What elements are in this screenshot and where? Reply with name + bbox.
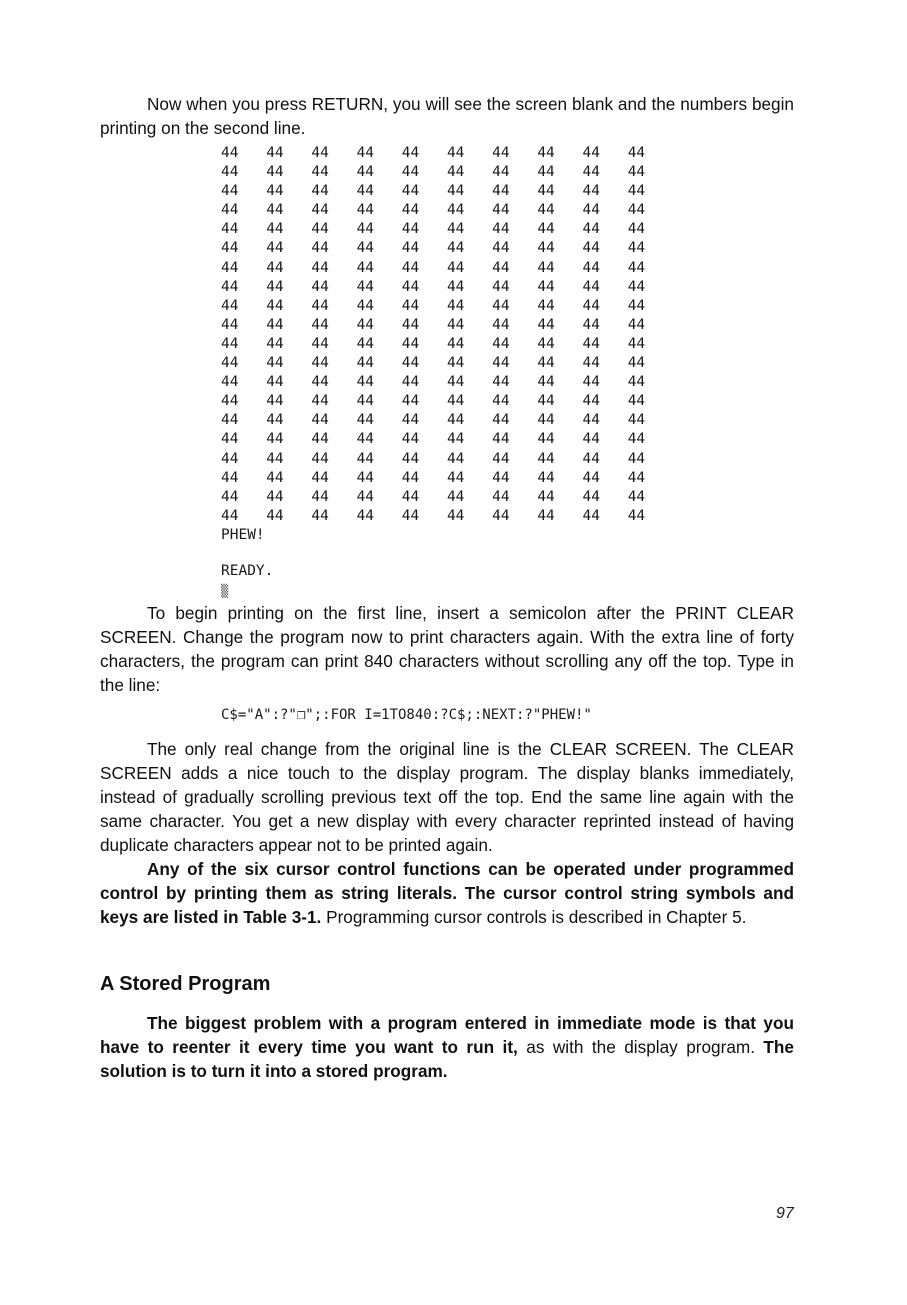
number-cell: 44: [492, 488, 510, 505]
number-row: [221, 373, 794, 392]
number-cell: 44: [221, 507, 239, 524]
number-cell: 44: [221, 278, 239, 295]
number-cell: 44: [537, 259, 555, 276]
number-cell: 44: [356, 355, 375, 372]
number-cell: 44: [582, 374, 600, 391]
number-cell: 44: [446, 450, 465, 467]
number-cell: 44: [356, 431, 375, 448]
book-page: [100, 92, 794, 1083]
number-row: [221, 507, 794, 526]
number-cell: 44: [266, 164, 284, 181]
number-cell: 44: [311, 202, 329, 219]
number-cell: 44: [582, 316, 600, 333]
number-cell: 44: [492, 145, 510, 161]
number-cell: 44: [356, 488, 375, 505]
number-row: [221, 220, 794, 239]
number-cell: 44: [537, 431, 555, 448]
number-cell: 44: [627, 412, 646, 429]
stored-program-bold-text-1: The biggest problem with a program entered in immediate mode is that you have to reenter it every time you want to run it,: [100, 1013, 794, 1058]
number-cell: 44: [446, 412, 465, 429]
number-cell: 44: [492, 393, 510, 410]
number-cell: 44: [446, 335, 465, 352]
number-cell: 44: [537, 221, 555, 238]
number-cell: 44: [401, 240, 420, 257]
number-cell: 44: [582, 450, 600, 467]
number-cell: 44: [537, 240, 555, 257]
number-cell: 44: [492, 259, 510, 276]
number-cell: 44: [446, 297, 465, 314]
number-cell: 44: [582, 278, 600, 295]
number-cell: 44: [627, 240, 646, 257]
number-cell: 44: [356, 278, 375, 295]
number-cell: 44: [401, 164, 420, 181]
number-row: [221, 201, 794, 220]
number-cell: 44: [537, 374, 555, 391]
clear-screen-paragraph: The only real change from the original line is the CLEAR SCREEN. The CLEAR SCREEN adds a nice touch to the display program. The display blanks immediately, instead of gradually scrolling previous text off the top. End the same line again with the same character. You get a new display with every character reprinted instead of having duplicate characters appear not to be printed again.: [100, 739, 794, 856]
number-cell: 44: [311, 450, 329, 467]
number-cell: 44: [446, 488, 465, 505]
number-cell: 44: [446, 393, 465, 410]
number-cell: 44: [446, 431, 465, 448]
number-cell: 44: [492, 316, 510, 333]
number-cell: 44: [221, 164, 239, 181]
number-cell: 44: [311, 240, 329, 257]
number-grid: [221, 144, 794, 526]
number-cell: 44: [221, 374, 239, 391]
number-cell: 44: [266, 202, 284, 219]
page-number: 97: [776, 1205, 794, 1222]
number-cell: 44: [582, 240, 600, 257]
number-cell: 44: [356, 469, 375, 486]
number-cell: 44: [356, 164, 375, 181]
number-cell: 44: [266, 221, 284, 238]
number-cell: 44: [356, 450, 375, 467]
number-row: [221, 163, 794, 182]
number-cell: 44: [582, 335, 600, 352]
number-cell: 44: [401, 221, 420, 238]
number-cell: 44: [582, 221, 600, 238]
number-cell: 44: [311, 316, 329, 333]
number-cell: 44: [492, 431, 510, 448]
end-message: PHEW!: [221, 526, 265, 543]
number-cell: 44: [627, 297, 646, 314]
number-cell: 44: [627, 393, 646, 410]
number-cell: 44: [266, 297, 284, 314]
number-cell: 44: [582, 488, 600, 505]
number-cell: 44: [266, 335, 284, 352]
number-row: [221, 354, 794, 373]
number-cell: 44: [401, 202, 420, 219]
number-cell: 44: [356, 259, 375, 276]
number-cell: 44: [401, 412, 420, 429]
number-cell: 44: [446, 240, 465, 257]
number-cell: 44: [221, 183, 239, 200]
number-cell: 44: [627, 316, 646, 333]
cursor-control-text: Programming cursor controls is described in Chapter 5.: [321, 907, 747, 928]
number-cell: 44: [537, 145, 555, 161]
number-cell: 44: [401, 259, 420, 276]
number-cell: 44: [221, 488, 239, 505]
number-cell: 44: [311, 297, 329, 314]
number-cell: 44: [266, 393, 284, 410]
number-cell: 44: [221, 450, 239, 467]
number-cell: 44: [401, 297, 420, 314]
number-cell: 44: [356, 316, 375, 333]
number-cell: 44: [221, 145, 239, 161]
number-cell: 44: [221, 412, 239, 429]
number-cell: 44: [582, 469, 600, 486]
number-cell: 44: [582, 431, 600, 448]
number-cell: 44: [356, 507, 375, 524]
number-cell: 44: [492, 202, 510, 219]
intro-paragraph: Now when you press RETURN, you will see the screen blank and the numbers begin printing on the second line.: [100, 94, 794, 138]
number-cell: 44: [221, 297, 239, 314]
stored-program-paragraph: [100, 1011, 794, 1083]
number-cell: 44: [446, 183, 465, 200]
number-row: [221, 297, 794, 316]
number-cell: 44: [627, 183, 646, 200]
number-cell: 44: [356, 393, 375, 410]
number-cell: 44: [401, 374, 420, 391]
number-cell: 44: [492, 183, 510, 200]
number-cell: 44: [266, 183, 284, 200]
number-cell: 44: [356, 297, 375, 314]
number-cell: 44: [401, 316, 420, 333]
number-cell: 44: [401, 278, 420, 295]
number-cell: 44: [311, 278, 329, 295]
number-cell: 44: [627, 450, 646, 467]
number-row: [221, 469, 794, 488]
number-cell: 44: [627, 259, 646, 276]
number-cell: 44: [537, 335, 555, 352]
number-cell: 44: [582, 355, 600, 372]
number-cell: 44: [627, 469, 646, 486]
cursor-block-icon: ▒: [221, 584, 229, 599]
number-cell: 44: [221, 202, 239, 219]
number-cell: 44: [446, 507, 465, 524]
number-cell: 44: [356, 145, 375, 161]
number-cell: 44: [221, 393, 239, 410]
number-cell: 44: [311, 259, 329, 276]
number-cell: 44: [266, 450, 284, 467]
number-cell: 44: [582, 297, 600, 314]
number-cell: 44: [537, 278, 555, 295]
number-cell: 44: [221, 221, 239, 238]
number-cell: 44: [492, 469, 510, 486]
number-cell: 44: [311, 145, 329, 161]
number-cell: 44: [401, 183, 420, 200]
number-cell: 44: [627, 488, 646, 505]
number-cell: 44: [401, 450, 420, 467]
number-cell: 44: [356, 183, 375, 200]
number-cell: 44: [446, 145, 465, 161]
number-cell: 44: [492, 278, 510, 295]
stored-program-bold-text-2: The solution is to turn it into a stored program.: [100, 1037, 794, 1082]
cursor-control-bold-text: Any of the six cursor control functions can be operated under programmed control by printing them as string literals. The cursor control string symbols and keys are listed in Table 3-1.: [100, 859, 794, 928]
number-cell: 44: [446, 259, 465, 276]
number-cell: 44: [401, 469, 420, 486]
number-cell: 44: [627, 145, 646, 161]
number-cell: 44: [537, 202, 555, 219]
number-cell: 44: [311, 183, 329, 200]
screen-output: [221, 144, 794, 601]
code-line: C$="A":?"❒";:FOR I=1TO840:?C$;:NEXT:?"PHEW!": [221, 707, 592, 724]
number-cell: 44: [582, 202, 600, 219]
number-row: [221, 430, 794, 449]
section-heading: A Stored Program: [100, 973, 271, 996]
number-cell: 44: [311, 469, 329, 486]
number-cell: 44: [446, 469, 465, 486]
number-cell: 44: [266, 488, 284, 505]
number-cell: 44: [492, 164, 510, 181]
number-row: [221, 144, 794, 163]
number-cell: 44: [627, 507, 646, 524]
number-cell: 44: [537, 297, 555, 314]
number-cell: 44: [266, 469, 284, 486]
stored-program-text: as with the display program.: [517, 1037, 764, 1058]
number-cell: 44: [446, 278, 465, 295]
number-cell: 44: [537, 316, 555, 333]
number-cell: 44: [446, 164, 465, 181]
number-cell: 44: [221, 240, 239, 257]
number-cell: 44: [356, 335, 375, 352]
number-row: [221, 411, 794, 430]
number-cell: 44: [582, 507, 600, 524]
number-cell: 44: [266, 259, 284, 276]
number-cell: 44: [311, 488, 329, 505]
number-cell: 44: [266, 145, 284, 161]
number-cell: 44: [401, 431, 420, 448]
number-cell: 44: [221, 469, 239, 486]
number-row: [221, 182, 794, 201]
number-cell: 44: [221, 259, 239, 276]
number-cell: 44: [311, 355, 329, 372]
number-cell: 44: [537, 488, 555, 505]
number-cell: 44: [537, 450, 555, 467]
number-cell: 44: [221, 335, 239, 352]
number-cell: 44: [627, 374, 646, 391]
number-cell: 44: [627, 355, 646, 372]
number-cell: 44: [582, 183, 600, 200]
number-cell: 44: [311, 412, 329, 429]
number-cell: 44: [356, 374, 375, 391]
number-cell: 44: [582, 164, 600, 181]
number-cell: 44: [492, 355, 510, 372]
number-row: [221, 450, 794, 469]
number-cell: 44: [311, 335, 329, 352]
number-cell: 44: [311, 374, 329, 391]
number-cell: 44: [221, 316, 239, 333]
number-cell: 44: [311, 393, 329, 410]
number-row: [221, 316, 794, 335]
number-cell: 44: [492, 297, 510, 314]
number-cell: 44: [537, 469, 555, 486]
number-cell: 44: [311, 221, 329, 238]
number-cell: 44: [537, 412, 555, 429]
number-row: [221, 278, 794, 297]
number-cell: 44: [492, 374, 510, 391]
number-cell: 44: [627, 164, 646, 181]
number-cell: 44: [446, 355, 465, 372]
number-cell: 44: [266, 374, 284, 391]
number-cell: 44: [266, 355, 284, 372]
number-cell: 44: [627, 278, 646, 295]
number-cell: 44: [266, 412, 284, 429]
number-cell: 44: [221, 431, 239, 448]
number-cell: 44: [537, 164, 555, 181]
number-cell: 44: [627, 335, 646, 352]
number-cell: 44: [401, 355, 420, 372]
number-cell: 44: [537, 393, 555, 410]
number-cell: 44: [266, 316, 284, 333]
number-cell: 44: [266, 507, 284, 524]
number-cell: 44: [627, 431, 646, 448]
number-cell: 44: [492, 335, 510, 352]
number-cell: 44: [221, 355, 239, 372]
number-cell: 44: [266, 431, 284, 448]
number-cell: 44: [446, 374, 465, 391]
number-cell: 44: [446, 316, 465, 333]
number-cell: 44: [492, 221, 510, 238]
number-cell: 44: [582, 412, 600, 429]
number-row: [221, 335, 794, 354]
number-cell: 44: [537, 507, 555, 524]
cursor-control-paragraph: [100, 857, 794, 929]
number-cell: 44: [582, 393, 600, 410]
number-cell: 44: [356, 412, 375, 429]
number-cell: 44: [492, 412, 510, 429]
number-row: [221, 259, 794, 278]
number-cell: 44: [356, 240, 375, 257]
number-cell: 44: [492, 450, 510, 467]
number-cell: 44: [537, 355, 555, 372]
number-cell: 44: [311, 164, 329, 181]
ready-prompt: READY.: [221, 562, 274, 579]
number-row: [221, 392, 794, 411]
number-cell: 44: [627, 221, 646, 238]
number-cell: 44: [582, 145, 600, 161]
number-cell: 44: [356, 202, 375, 219]
number-cell: 44: [266, 278, 284, 295]
number-row: [221, 488, 794, 507]
number-cell: 44: [401, 393, 420, 410]
number-row: [221, 239, 794, 258]
number-cell: 44: [311, 507, 329, 524]
number-cell: 44: [401, 145, 420, 161]
number-cell: 44: [446, 202, 465, 219]
number-cell: 44: [537, 183, 555, 200]
number-cell: 44: [311, 431, 329, 448]
number-cell: 44: [401, 488, 420, 505]
number-cell: 44: [492, 507, 510, 524]
number-cell: 44: [401, 507, 420, 524]
number-cell: 44: [401, 335, 420, 352]
semicolon-paragraph: To begin printing on the first line, insert a semicolon after the PRINT CLEAR SCREEN. Change the program now to print characters again. With the extra line of forty characters, the program can print 840 characters without scrolling any off the top. Type in the line:: [100, 603, 794, 696]
number-cell: 44: [582, 259, 600, 276]
number-cell: 44: [492, 240, 510, 257]
number-cell: 44: [356, 221, 375, 238]
number-cell: 44: [627, 202, 646, 219]
number-cell: 44: [446, 221, 465, 238]
number-cell: 44: [266, 240, 284, 257]
